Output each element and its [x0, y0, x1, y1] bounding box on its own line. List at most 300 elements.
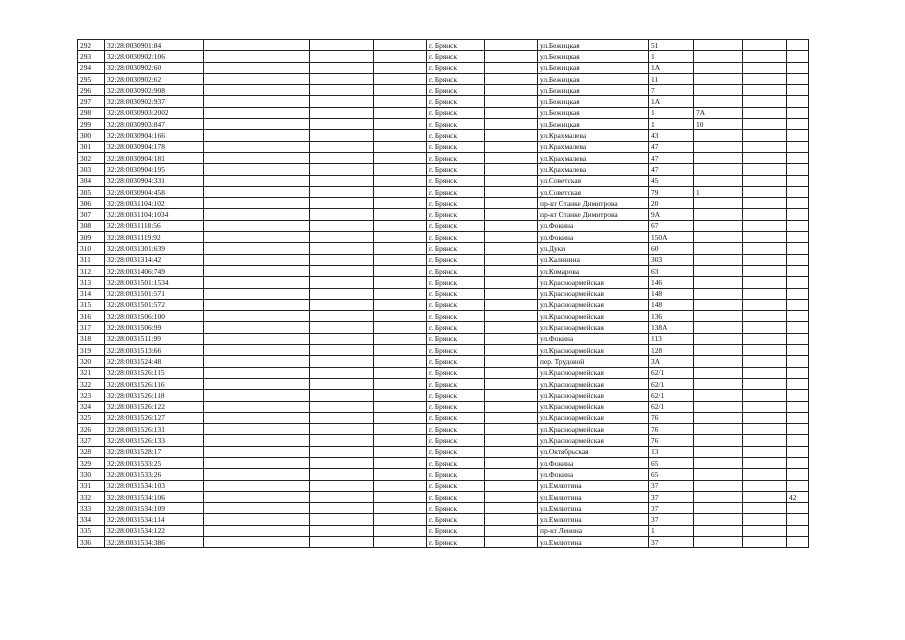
house-number-cell: 1А	[649, 96, 694, 107]
blank-cell	[743, 141, 787, 152]
row-number-cell: 309	[78, 232, 105, 243]
street-cell: ул.Бежицкая	[538, 119, 649, 130]
blank-cell	[485, 356, 538, 367]
blank-cell	[374, 412, 427, 423]
blank-cell	[485, 186, 538, 197]
blank-cell	[310, 503, 374, 514]
building-cell	[694, 243, 743, 254]
blank-cell	[310, 446, 374, 457]
blank-cell	[374, 401, 427, 412]
house-number-cell: 76	[649, 435, 694, 446]
blank-cell	[204, 367, 310, 378]
house-number-cell: 7	[649, 85, 694, 96]
building-cell	[694, 141, 743, 152]
house-number-cell: 13	[649, 446, 694, 457]
cadastral-number-cell: 32:28:0031526:118	[105, 390, 204, 401]
apartment-cell	[787, 367, 809, 378]
row-number-cell: 301	[78, 141, 105, 152]
table-row	[78, 130, 809, 141]
blank-cell	[743, 243, 787, 254]
blank-cell	[204, 311, 310, 322]
apartment-cell	[787, 457, 809, 468]
blank-cell	[374, 299, 427, 310]
apartment-cell	[787, 378, 809, 389]
cadastral-number-cell: 32:28:0030904:331	[105, 175, 204, 186]
cadastral-number-cell: 32:28:0031501:572	[105, 299, 204, 310]
cadastral-number-cell: 32:28:0031513:66	[105, 345, 204, 356]
blank-cell	[310, 311, 374, 322]
city-cell: г. Брянск	[427, 107, 485, 118]
house-number-cell: 51	[649, 40, 694, 51]
apartment-cell	[787, 164, 809, 175]
blank-cell	[374, 130, 427, 141]
row-number-cell: 335	[78, 525, 105, 536]
cadastral-number-cell: 32:28:0030904:178	[105, 141, 204, 152]
table-row	[78, 232, 809, 243]
row-number-cell: 295	[78, 73, 105, 84]
blank-cell	[204, 525, 310, 536]
blank-cell	[743, 457, 787, 468]
table-row	[78, 141, 809, 152]
street-cell: ул.Емлютина	[538, 537, 649, 548]
cadastral-number-cell: 32:28:0031506:100	[105, 311, 204, 322]
blank-cell	[310, 209, 374, 220]
row-number-cell: 302	[78, 152, 105, 163]
house-number-cell: 1	[649, 525, 694, 536]
cadastral-number-cell: 32:28:0031406:749	[105, 265, 204, 276]
blank-cell	[374, 119, 427, 130]
building-cell	[694, 152, 743, 163]
house-number-cell: 37	[649, 491, 694, 502]
blank-cell	[204, 107, 310, 118]
blank-cell	[310, 435, 374, 446]
row-number-cell: 330	[78, 469, 105, 480]
apartment-cell	[787, 198, 809, 209]
street-cell: ул.Бежицкая	[538, 51, 649, 62]
blank-cell	[743, 232, 787, 243]
blank-cell	[204, 390, 310, 401]
building-cell: 7А	[694, 107, 743, 118]
row-number-cell: 332	[78, 491, 105, 502]
blank-cell	[743, 85, 787, 96]
blank-cell	[485, 62, 538, 73]
blank-cell	[310, 401, 374, 412]
blank-cell	[743, 311, 787, 322]
blank-cell	[310, 469, 374, 480]
building-cell	[694, 288, 743, 299]
building-cell	[694, 51, 743, 62]
row-number-cell: 296	[78, 85, 105, 96]
house-number-cell: 62/1	[649, 378, 694, 389]
city-cell: г. Брянск	[427, 491, 485, 502]
table-row	[78, 457, 809, 468]
blank-cell	[310, 141, 374, 152]
apartment-cell	[787, 390, 809, 401]
building-cell	[694, 537, 743, 548]
cadastral-number-cell: 32:28:0030903:2002	[105, 107, 204, 118]
apartment-cell	[787, 322, 809, 333]
house-number-cell: 146	[649, 277, 694, 288]
row-number-cell: 326	[78, 424, 105, 435]
house-number-cell: 43	[649, 130, 694, 141]
cadastral-number-cell: 32:28:0031526:116	[105, 378, 204, 389]
row-number-cell: 334	[78, 514, 105, 525]
building-cell: 1	[694, 186, 743, 197]
blank-cell	[374, 198, 427, 209]
blank-cell	[743, 73, 787, 84]
blank-cell	[204, 243, 310, 254]
city-cell: г. Брянск	[427, 220, 485, 231]
building-cell	[694, 503, 743, 514]
blank-cell	[743, 401, 787, 412]
blank-cell	[485, 345, 538, 356]
street-cell: ул.Советская	[538, 175, 649, 186]
blank-cell	[204, 322, 310, 333]
street-cell: ул.Емлютина	[538, 491, 649, 502]
building-cell	[694, 424, 743, 435]
row-number-cell: 300	[78, 130, 105, 141]
blank-cell	[204, 51, 310, 62]
blank-cell	[485, 537, 538, 548]
blank-cell	[310, 254, 374, 265]
row-number-cell: 329	[78, 457, 105, 468]
blank-cell	[743, 333, 787, 344]
city-cell: г. Брянск	[427, 378, 485, 389]
blank-cell	[743, 525, 787, 536]
blank-cell	[743, 164, 787, 175]
blank-cell	[204, 85, 310, 96]
house-number-cell: 148	[649, 288, 694, 299]
blank-cell	[310, 175, 374, 186]
building-cell	[694, 209, 743, 220]
building-cell	[694, 164, 743, 175]
blank-cell	[374, 152, 427, 163]
blank-cell	[374, 435, 427, 446]
blank-cell	[310, 345, 374, 356]
row-number-cell: 298	[78, 107, 105, 118]
table-row	[78, 209, 809, 220]
apartment-cell	[787, 119, 809, 130]
blank-cell	[204, 130, 310, 141]
blank-cell	[743, 51, 787, 62]
table-row	[78, 514, 809, 525]
blank-cell	[485, 514, 538, 525]
row-number-cell: 320	[78, 356, 105, 367]
cadastral-number-cell: 32:28:0031118:56	[105, 220, 204, 231]
city-cell: г. Брянск	[427, 198, 485, 209]
apartment-cell	[787, 333, 809, 344]
blank-cell	[310, 265, 374, 276]
blank-cell	[204, 141, 310, 152]
blank-cell	[310, 96, 374, 107]
blank-cell	[743, 265, 787, 276]
table-row	[78, 254, 809, 265]
blank-cell	[485, 378, 538, 389]
blank-cell	[485, 198, 538, 209]
city-cell: г. Брянск	[427, 356, 485, 367]
street-cell: ул.Бежицкая	[538, 40, 649, 51]
blank-cell	[204, 265, 310, 276]
street-cell: ул.Красноармейская	[538, 401, 649, 412]
table-row	[78, 164, 809, 175]
cadastral-number-cell: 32:28:0031119:92	[105, 232, 204, 243]
row-number-cell: 292	[78, 40, 105, 51]
city-cell: г. Брянск	[427, 412, 485, 423]
row-number-cell: 303	[78, 164, 105, 175]
row-number-cell: 294	[78, 62, 105, 73]
apartment-cell	[787, 85, 809, 96]
cadastral-number-cell: 32:28:0031534:106	[105, 491, 204, 502]
street-cell: ул.Фокина	[538, 232, 649, 243]
blank-cell	[485, 446, 538, 457]
blank-cell	[310, 186, 374, 197]
row-number-cell: 308	[78, 220, 105, 231]
building-cell	[694, 277, 743, 288]
apartment-cell	[787, 73, 809, 84]
cadastral-number-cell: 32:28:0031526:133	[105, 435, 204, 446]
cadastral-number-cell: 32:28:0031501:1534	[105, 277, 204, 288]
blank-cell	[743, 220, 787, 231]
house-number-cell: 136	[649, 311, 694, 322]
building-cell	[694, 457, 743, 468]
apartment-cell	[787, 288, 809, 299]
city-cell: г. Брянск	[427, 152, 485, 163]
blank-cell	[374, 254, 427, 265]
blank-cell	[204, 232, 310, 243]
house-number-cell: 128	[649, 345, 694, 356]
blank-cell	[204, 469, 310, 480]
blank-cell	[310, 367, 374, 378]
row-number-cell: 306	[78, 198, 105, 209]
cadastral-number-cell: 32:28:0030902:106	[105, 51, 204, 62]
blank-cell	[374, 164, 427, 175]
table-row	[78, 62, 809, 73]
blank-cell	[743, 514, 787, 525]
blank-cell	[374, 367, 427, 378]
blank-cell	[374, 107, 427, 118]
city-cell: г. Брянск	[427, 390, 485, 401]
row-number-cell: 318	[78, 333, 105, 344]
blank-cell	[310, 73, 374, 84]
blank-cell	[743, 446, 787, 457]
apartment-cell	[787, 96, 809, 107]
city-cell: г. Брянск	[427, 322, 485, 333]
city-cell: г. Брянск	[427, 537, 485, 548]
blank-cell	[204, 503, 310, 514]
row-number-cell: 307	[78, 209, 105, 220]
apartment-cell	[787, 356, 809, 367]
table-row	[78, 378, 809, 389]
blank-cell	[310, 356, 374, 367]
row-number-cell: 305	[78, 186, 105, 197]
house-number-cell: 47	[649, 164, 694, 175]
blank-cell	[374, 51, 427, 62]
blank-cell	[485, 299, 538, 310]
cadastral-number-cell: 32:28:0031526:127	[105, 412, 204, 423]
building-cell	[694, 514, 743, 525]
street-cell: ул.Комарова	[538, 265, 649, 276]
house-number-cell: 1	[649, 51, 694, 62]
street-cell: ул.Емлютина	[538, 503, 649, 514]
cadastral-number-cell: 32:28:0030901:84	[105, 40, 204, 51]
row-number-cell: 328	[78, 446, 105, 457]
apartment-cell	[787, 503, 809, 514]
building-cell	[694, 198, 743, 209]
table-row	[78, 85, 809, 96]
blank-cell	[374, 209, 427, 220]
street-cell: ул.Емлютина	[538, 480, 649, 491]
table-row	[78, 119, 809, 130]
cadastral-table	[77, 39, 809, 548]
street-cell: ул.Красноармейская	[538, 412, 649, 423]
blank-cell	[485, 175, 538, 186]
city-cell: г. Брянск	[427, 119, 485, 130]
blank-cell	[743, 152, 787, 163]
blank-cell	[485, 424, 538, 435]
house-number-cell: 1А	[649, 62, 694, 73]
street-cell: ул.Крахмалева	[538, 152, 649, 163]
city-cell: г. Брянск	[427, 265, 485, 276]
building-cell	[694, 299, 743, 310]
blank-cell	[204, 401, 310, 412]
apartment-cell	[787, 401, 809, 412]
blank-cell	[485, 288, 538, 299]
street-cell: ул.Фокина	[538, 457, 649, 468]
blank-cell	[485, 333, 538, 344]
table-row	[78, 480, 809, 491]
table-row	[78, 537, 809, 548]
blank-cell	[310, 152, 374, 163]
street-cell: ул.Фокина	[538, 333, 649, 344]
blank-cell	[204, 198, 310, 209]
blank-cell	[743, 175, 787, 186]
apartment-cell	[787, 311, 809, 322]
blank-cell	[310, 480, 374, 491]
street-cell: ул.Красноармейская	[538, 277, 649, 288]
cadastral-number-cell: 32:28:0031511:99	[105, 333, 204, 344]
table-row	[78, 107, 809, 118]
blank-cell	[374, 390, 427, 401]
apartment-cell	[787, 469, 809, 480]
blank-cell	[310, 107, 374, 118]
table-row	[78, 322, 809, 333]
apartment-cell	[787, 277, 809, 288]
row-number-cell: 304	[78, 175, 105, 186]
table-row	[78, 96, 809, 107]
cadastral-number-cell: 32:28:0031526:115	[105, 367, 204, 378]
blank-cell	[743, 378, 787, 389]
blank-cell	[310, 424, 374, 435]
blank-cell	[485, 40, 538, 51]
table-row	[78, 299, 809, 310]
city-cell: г. Брянск	[427, 186, 485, 197]
cadastral-number-cell: 32:28:0030904:181	[105, 152, 204, 163]
blank-cell	[485, 322, 538, 333]
cadastral-number-cell: 32:28:0030904:166	[105, 130, 204, 141]
row-number-cell: 293	[78, 51, 105, 62]
blank-cell	[204, 254, 310, 265]
apartment-cell	[787, 130, 809, 141]
city-cell: г. Брянск	[427, 288, 485, 299]
blank-cell	[310, 537, 374, 548]
blank-cell	[310, 232, 374, 243]
cadastral-number-cell: 32:28:0030902:937	[105, 96, 204, 107]
row-number-cell: 316	[78, 311, 105, 322]
blank-cell	[374, 175, 427, 186]
blank-cell	[204, 333, 310, 344]
blank-cell	[485, 480, 538, 491]
street-cell: ул.Красноармейская	[538, 367, 649, 378]
blank-cell	[310, 119, 374, 130]
blank-cell	[374, 491, 427, 502]
blank-cell	[204, 62, 310, 73]
city-cell: г. Брянск	[427, 333, 485, 344]
blank-cell	[743, 390, 787, 401]
city-cell: г. Брянск	[427, 299, 485, 310]
house-number-cell: 76	[649, 412, 694, 423]
blank-cell	[310, 62, 374, 73]
blank-cell	[743, 537, 787, 548]
blank-cell	[374, 378, 427, 389]
blank-cell	[485, 73, 538, 84]
row-number-cell: 331	[78, 480, 105, 491]
blank-cell	[743, 198, 787, 209]
city-cell: г. Брянск	[427, 311, 485, 322]
table-row	[78, 186, 809, 197]
apartment-cell	[787, 243, 809, 254]
table-row	[78, 491, 809, 502]
blank-cell	[374, 469, 427, 480]
blank-cell	[743, 491, 787, 502]
house-number-cell: 20	[649, 198, 694, 209]
house-number-cell: 3А	[649, 356, 694, 367]
house-number-cell: 37	[649, 503, 694, 514]
table-row	[78, 469, 809, 480]
blank-cell	[743, 469, 787, 480]
blank-cell	[374, 322, 427, 333]
row-number-cell: 324	[78, 401, 105, 412]
house-number-cell: 9А	[649, 209, 694, 220]
blank-cell	[204, 152, 310, 163]
blank-cell	[485, 469, 538, 480]
city-cell: г. Брянск	[427, 243, 485, 254]
blank-cell	[204, 175, 310, 186]
building-cell	[694, 232, 743, 243]
building-cell	[694, 130, 743, 141]
apartment-cell	[787, 525, 809, 536]
house-number-cell: 65	[649, 469, 694, 480]
blank-cell	[374, 265, 427, 276]
cadastral-number-cell: 32:28:0030903:847	[105, 119, 204, 130]
house-number-cell: 148	[649, 299, 694, 310]
blank-cell	[204, 446, 310, 457]
cadastral-number-cell: 32:28:0030902:62	[105, 73, 204, 84]
apartment-cell	[787, 107, 809, 118]
row-number-cell: 322	[78, 378, 105, 389]
blank-cell	[310, 51, 374, 62]
city-cell: г. Брянск	[427, 446, 485, 457]
blank-cell	[743, 186, 787, 197]
apartment-cell	[787, 446, 809, 457]
blank-cell	[374, 62, 427, 73]
blank-cell	[310, 299, 374, 310]
blank-cell	[485, 491, 538, 502]
blank-cell	[310, 457, 374, 468]
city-cell: г. Брянск	[427, 51, 485, 62]
table-row	[78, 220, 809, 231]
city-cell: г. Брянск	[427, 130, 485, 141]
apartment-cell	[787, 232, 809, 243]
